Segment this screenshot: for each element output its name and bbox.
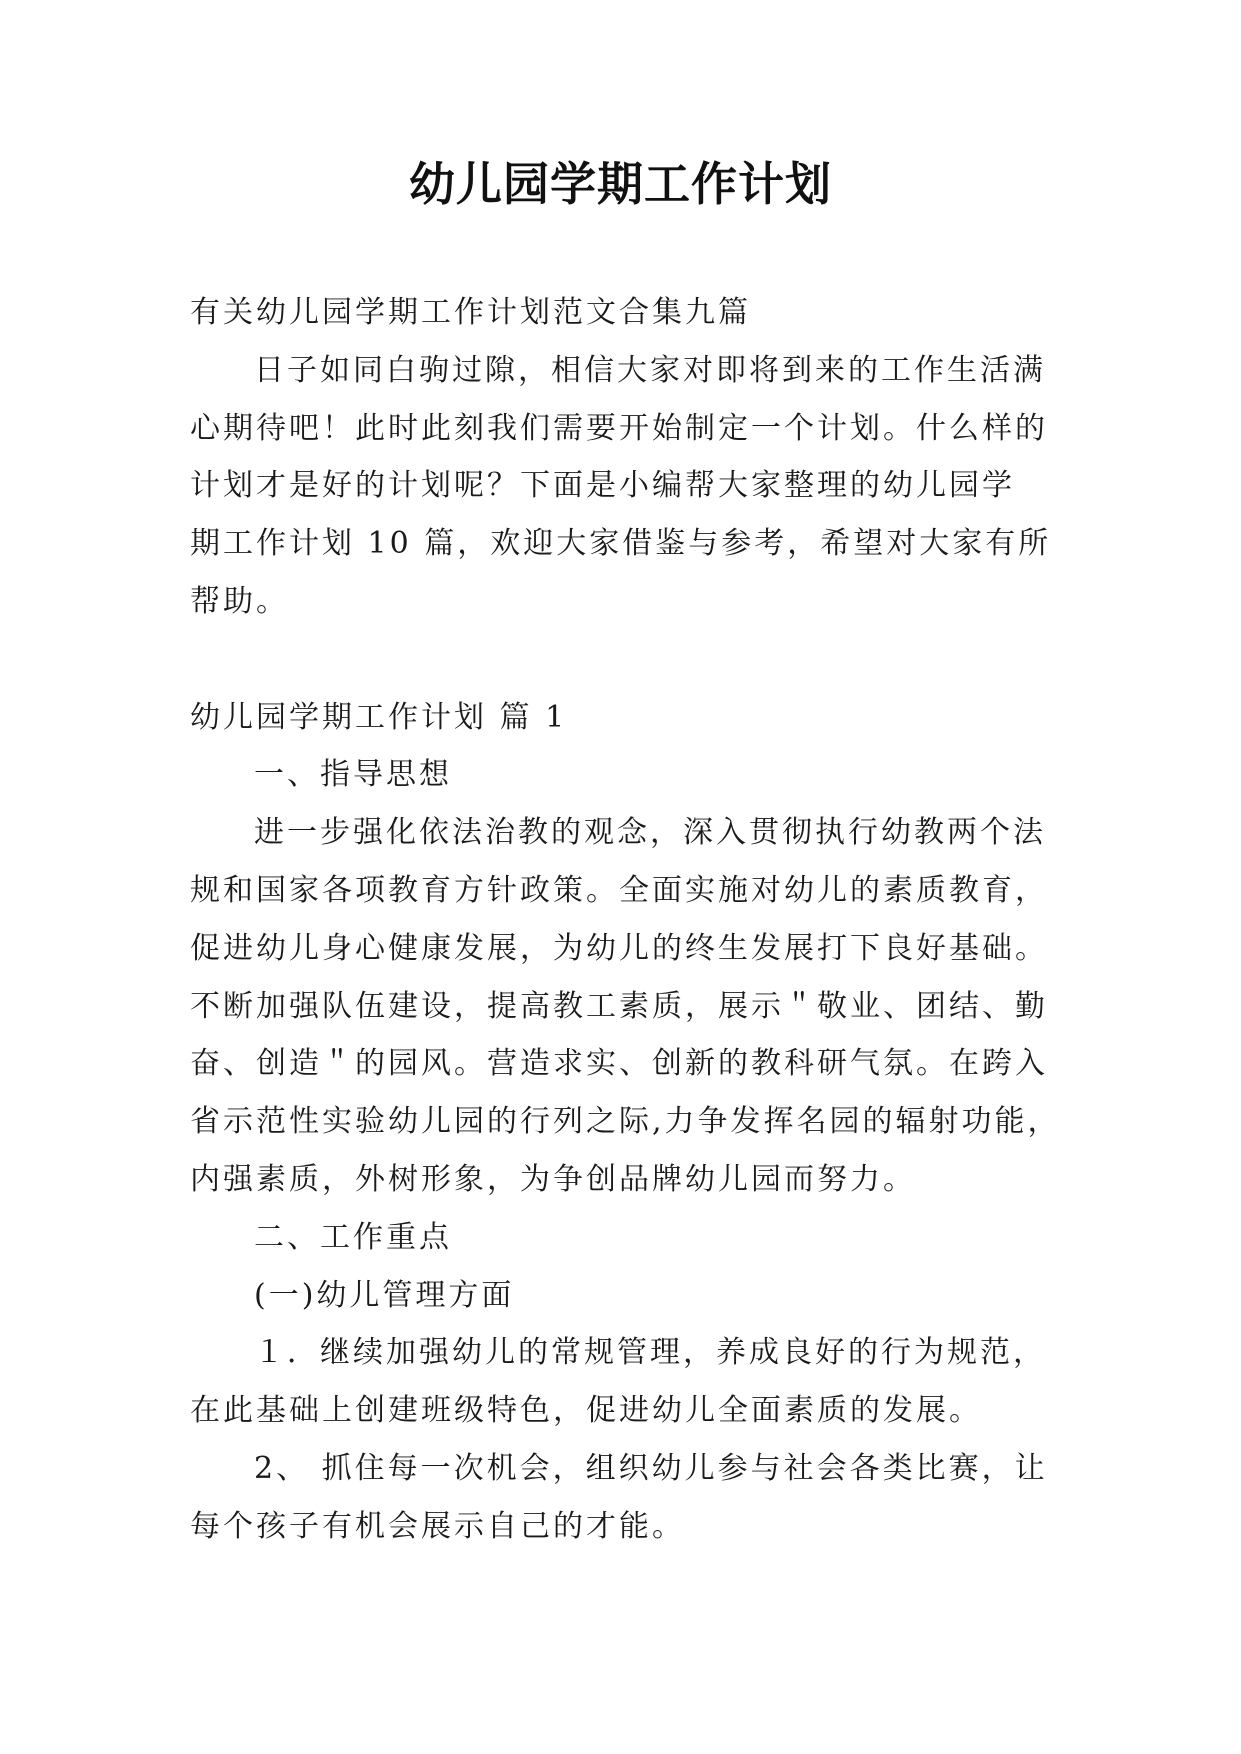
- body-line: １．继续加强幼儿的常规管理，养成良好的行为规范，: [254, 1335, 1046, 1371]
- subsection-heading: 一、指导思想: [254, 757, 452, 793]
- body-line: 进一步强化依法治教的观念，深入贯彻执行幼教两个法: [254, 815, 1046, 851]
- intro-line: 帮助。: [190, 583, 289, 619]
- intro-line: 期工作计划 10 篇，欢迎大家借鉴与参考，希望对大家有所: [190, 526, 1052, 562]
- document-title: 幼儿园学期工作计划: [409, 157, 832, 211]
- collection-heading: 有关幼儿园学期工作计划范文合集九篇: [190, 295, 751, 330]
- body-line: 在此基础上创建班级特色，促进幼儿全面素质的发展。: [190, 1393, 982, 1429]
- body-line: 规和国家各项教育方针政策。全面实施对幼儿的素质教育，: [190, 872, 1048, 908]
- intro-line: 日子如同白驹过隙，相信大家对即将到来的工作生活满: [254, 352, 1046, 388]
- intro-line: 心期待吧！此时此刻我们需要开始制定一个计划。什么样的: [190, 410, 1048, 446]
- body-line: 2、 抓住每一次机会，组织幼儿参与社会各类比赛，让: [254, 1450, 1048, 1486]
- body-line: 不断加强队伍建设，提高教工素质，展示＂敬业、团结、勤: [190, 988, 1048, 1024]
- intro-line: 计划才是好的计划呢？下面是小编帮大家整理的幼儿园学: [190, 468, 1015, 504]
- subsection-heading: (一)幼儿管理方面: [254, 1277, 515, 1313]
- body-line: 奋、创造＂的园风。营造求实、创新的教科研气氛。在跨入: [190, 1046, 1048, 1082]
- body-line: 内强素质，外树形象，为争创品牌幼儿园而努力。: [190, 1161, 916, 1197]
- body-line: 促进幼儿身心健康发展，为幼儿的终生发展打下良好基础。: [190, 930, 1048, 966]
- section-heading: 幼儿园学期工作计划 篇 1: [190, 699, 568, 735]
- document-body: [190, 284, 1070, 1556]
- paragraph-gap: [190, 631, 1070, 689]
- body-line: 每个孩子有机会展示自己的才能。: [190, 1508, 685, 1544]
- subsection-heading: 二、工作重点: [254, 1219, 452, 1255]
- body-line: 省示范性实验幼儿园的行列之际,力争发挥名园的辐射功能，: [190, 1104, 1061, 1140]
